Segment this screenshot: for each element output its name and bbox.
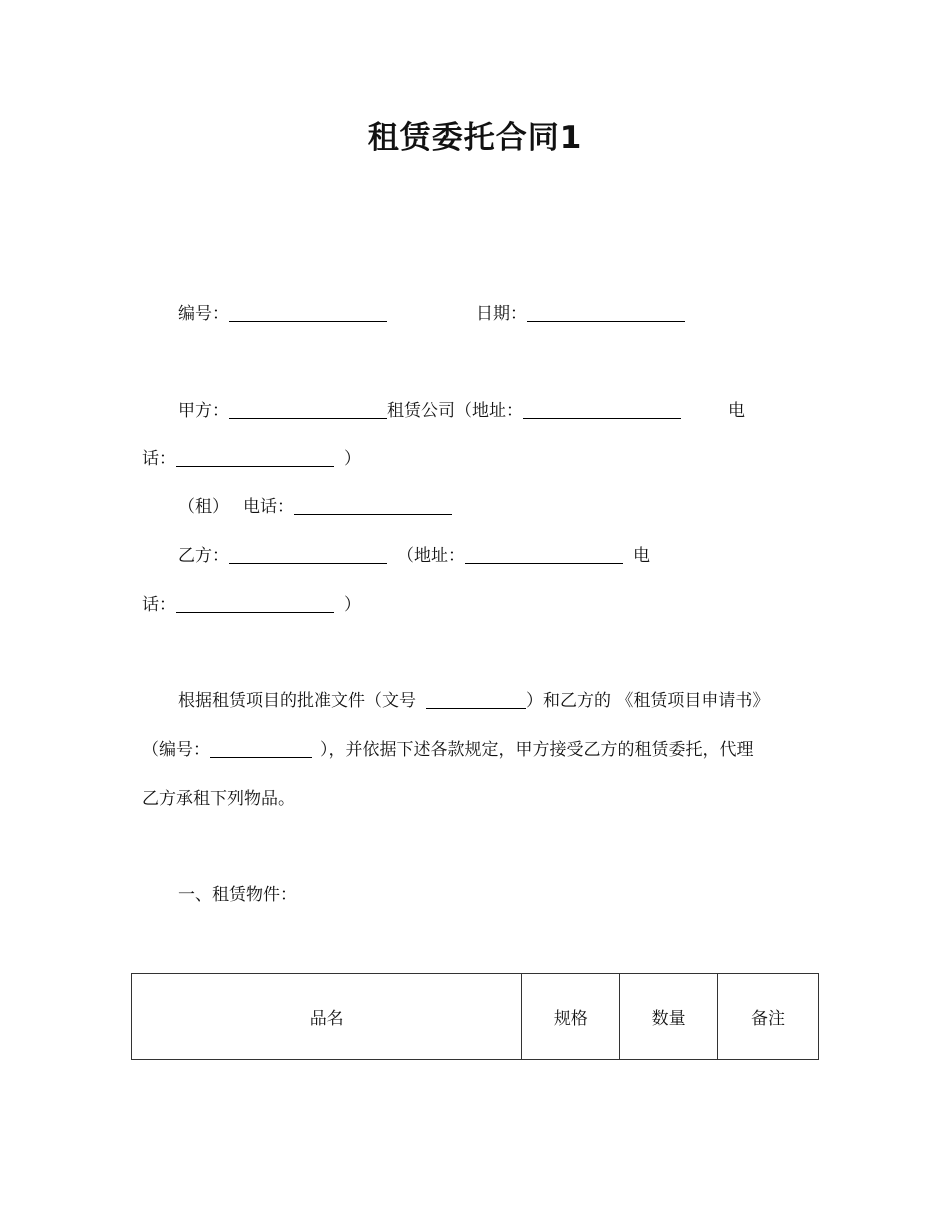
party-b-phone-prefix: 电 [633, 546, 650, 566]
body-line-2-b: ），并依据下述各款规定，甲方接受乙方的租赁委托，代理 [320, 740, 754, 760]
application-number-field[interactable] [210, 741, 312, 758]
party-b-name-field[interactable] [229, 547, 387, 564]
party-b-label: 乙方： [178, 546, 229, 566]
document-number-field[interactable] [426, 692, 526, 709]
party-b-phone-row [142, 590, 361, 615]
number-label: 编号： [178, 304, 229, 324]
body-line-2-a: （编号： [142, 740, 210, 760]
party-a-label: 甲方： [178, 401, 229, 421]
body-line-2 [142, 735, 754, 760]
header-item-name: 品名 [132, 974, 522, 1060]
body-line-1-b: ）和乙方的 《租赁项目申请书》 [526, 691, 770, 711]
table-header-row [132, 974, 819, 1060]
rent-phone-label: 电话： [243, 497, 294, 517]
party-a-address-field[interactable] [523, 402, 681, 419]
party-b-close-paren: ） [344, 595, 361, 615]
date-field[interactable] [527, 305, 685, 322]
party-a-phone-prefix: 电 [728, 401, 745, 421]
party-a-phone-label: 话： [142, 449, 176, 469]
party-a-phone-field[interactable] [176, 450, 334, 467]
date-row [476, 299, 685, 324]
body-line-3: 乙方承租下列物品。 [142, 789, 295, 809]
party-b-phone-field[interactable] [176, 596, 334, 613]
number-field[interactable] [229, 305, 387, 322]
section-1-heading: 一、租赁物件： [178, 885, 297, 905]
body-line-1-a: 根据租赁项目的批准文件（文号 [178, 691, 416, 711]
header-remarks: 备注 [718, 974, 819, 1060]
header-quantity: 数量 [620, 974, 718, 1060]
party-a-phone-row [142, 444, 361, 469]
number-row [178, 299, 387, 324]
party-a-company-label: 租赁公司（地址： [387, 401, 523, 421]
party-a-name-field[interactable] [229, 402, 387, 419]
party-b-address-label: （地址： [397, 546, 465, 566]
rent-paren: （租） [178, 497, 229, 517]
rental-items-table [131, 973, 819, 1060]
rent-phone-row [178, 492, 452, 517]
party-b-address-field[interactable] [465, 547, 623, 564]
party-b-phone-label: 话： [142, 595, 176, 615]
header-spec: 规格 [522, 974, 620, 1060]
rent-phone-field[interactable] [294, 498, 452, 515]
document-title: 租赁委托合同1 [367, 120, 583, 156]
date-label: 日期： [476, 304, 527, 324]
body-line-1 [178, 686, 769, 711]
party-b-row [178, 541, 650, 566]
party-a-close-paren: ） [344, 449, 361, 469]
party-a-row [178, 396, 681, 421]
